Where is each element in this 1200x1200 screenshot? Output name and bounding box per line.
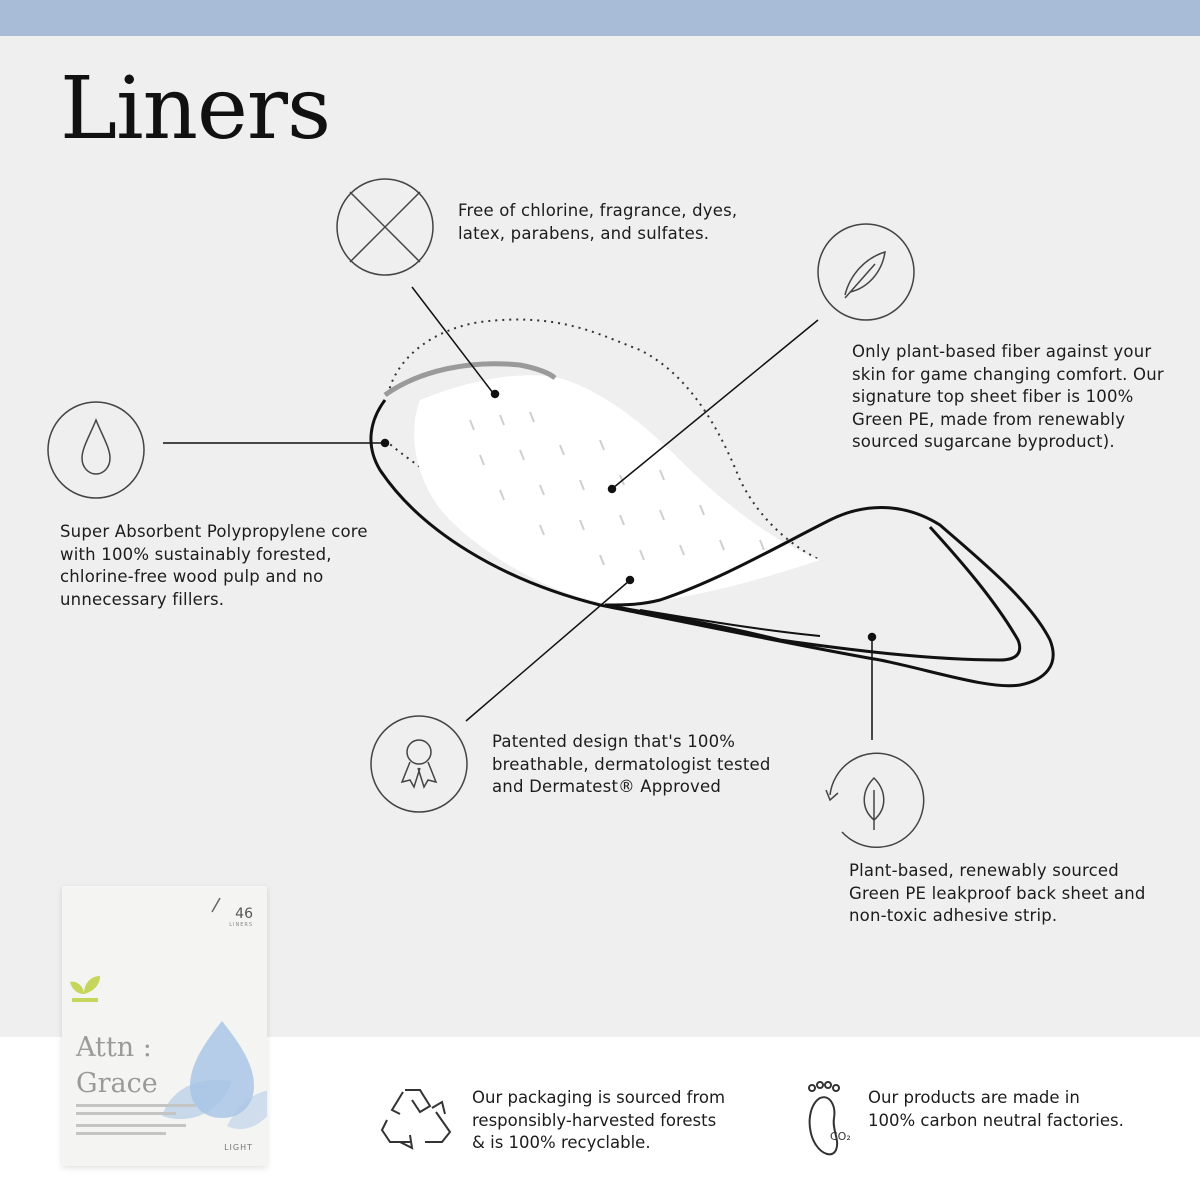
package-count-label: LINERS <box>229 922 253 928</box>
feature-breathable-design: Patented design that's 100% breathable, dermatologist tested and Dermatest® Approved <box>492 732 771 796</box>
package-fine-print <box>76 1132 166 1135</box>
co2-footprint-icon <box>809 1082 851 1154</box>
package-absorbency: LIGHT <box>224 1143 253 1152</box>
feature-absorbent-core: Super Absorbent Polypropylene core with 100% sustainably forested, chlorine-free wood pulp and no unnecessary fillers. <box>60 522 368 609</box>
package-count: 46 <box>235 906 253 922</box>
page-title: Liners <box>60 59 331 159</box>
packaging-note: Our packaging is sourced from responsibly-harvested forests & is 100% recyclable. <box>472 1088 726 1152</box>
package-fine-print <box>76 1124 186 1127</box>
feature-back-sheet: Plant-based, renewably sourced Green PE leakproof back sheet and non-toxic adhesive strip. <box>849 861 1146 925</box>
carbon-neutral-note: Our products are made in 100% carbon neutral factories. <box>868 1088 1124 1130</box>
recycle-icon <box>382 1090 450 1148</box>
feature-chemical-free: Free of chlorine, fragrance, dyes, latex, parabens, and sulfates. <box>458 201 738 243</box>
feature-plant-fiber: Only plant-based fiber against your skin for game changing comfort. Our signature top sheet fiber is 100% Green PE, made from renewably sourced sugarcane byproduct). <box>852 342 1164 451</box>
package-fine-print <box>76 1112 176 1115</box>
package-fine-print <box>76 1104 196 1107</box>
package-brand-line2: Grace <box>76 1068 158 1099</box>
package-sprout-icon <box>70 976 100 994</box>
package-brand-line1: Attn : <box>76 1032 152 1063</box>
svg-text:CO₂: CO₂ <box>830 1130 851 1143</box>
product-package <box>62 886 267 1166</box>
